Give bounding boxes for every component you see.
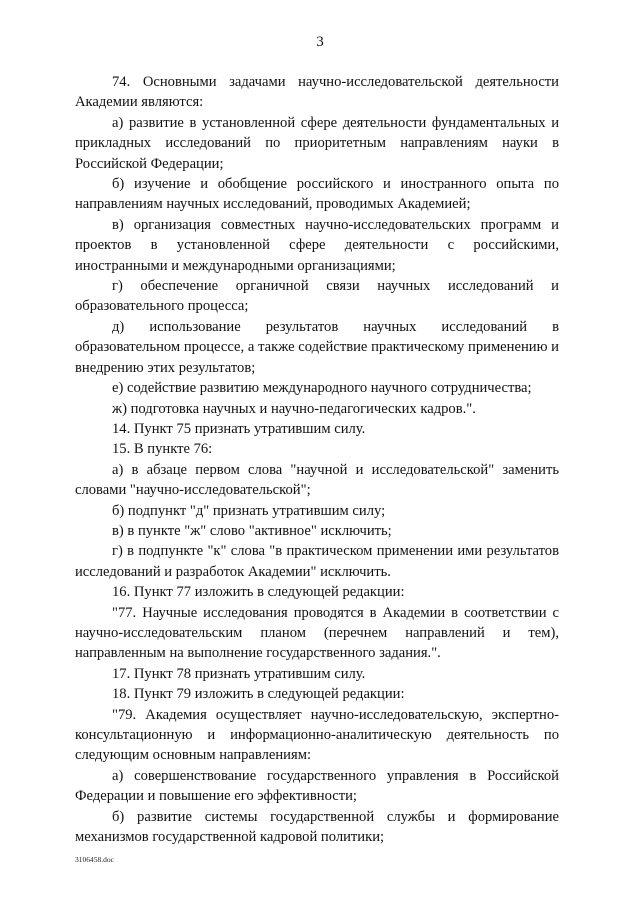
paragraph-17: 17. Пункт 78 признать утратившим силу. <box>112 665 366 682</box>
paragraph-15-v: в) в пункте "ж" слово "активное" исключить; <box>112 522 392 539</box>
paragraph-79-a: а) совершенствование государственного управления в Российской Федерации и повышение его эффективности; <box>75 767 559 805</box>
paragraph-16: 16. Пункт 77 изложить в следующей редакции: <box>112 584 405 601</box>
paragraph-74-d: д) использование результатов научных исследований в образовательном процессе, а также содействие практическому применению и внедрению этих результатов; <box>75 318 559 376</box>
paragraph-15-g: г) в подпункте "к" слова "в практическом применении ими результатов исследований и разработок Академии" исключить. <box>75 543 559 580</box>
footer-file-name: 3106458.doc <box>75 855 114 864</box>
paragraph-74-v: в) организация совместных научно-исследовательских программ и проектов в установленной сфере деятельности с российскими, иностранными и международными организациями; <box>75 216 559 274</box>
paragraph-74-b: б) изучение и обобщение российского и иностранного опыта по направлениям научных исследований, проводимых Академией; <box>75 176 559 213</box>
paragraph-74-zh: ж) подготовка научных и научно-педагогических кадров.". <box>112 400 476 417</box>
paragraph-74-e: е) содействие развитию международного научного сотрудничества; <box>112 380 532 397</box>
page-number: 3 <box>316 34 324 50</box>
paragraph-15-b: б) подпункт "д" признать утратившим силу; <box>112 502 386 519</box>
document-body <box>75 72 559 847</box>
paragraph-18: 18. Пункт 79 изложить в следующей редакции: <box>112 686 405 703</box>
paragraph-77-text: "77. Научные исследования проводятся в Академии в соответствии с научно-исследовательским планом (перечнем направлений и тем), направленным на выполнение государственного задания.". <box>75 604 559 662</box>
paragraph-15: 15. В пункте 76: <box>112 441 213 458</box>
paragraph-79-b: б) развитие системы государственной службы и формирование механизмов государственной кадровой политики; <box>75 808 559 846</box>
paragraph-74-g: г) обеспечение органичной связи научных исследований и образовательного процесса; <box>75 278 559 315</box>
paragraph-79-text: "79. Академия осуществляет научно-исследовательскую, экспертно-консультационную и информационно-аналитическую деятельность по следующим основным направлениям: <box>75 706 559 764</box>
paragraph-14: 14. Пункт 75 признать утратившим силу. <box>112 420 366 437</box>
paragraph-15-a: а) в абзаце первом слова "научной и исследовательской" заменить словами "научно-исследовательской"; <box>75 461 559 499</box>
paragraph-74: 74. Основными задачами научно-исследовательской деятельности Академии являются: <box>75 74 559 111</box>
paragraph-74-a: а) развитие в установленной сфере деятельности фундаментальных и прикладных исследований по приоритетным направлениям науки в Российской Федерации; <box>75 114 559 172</box>
